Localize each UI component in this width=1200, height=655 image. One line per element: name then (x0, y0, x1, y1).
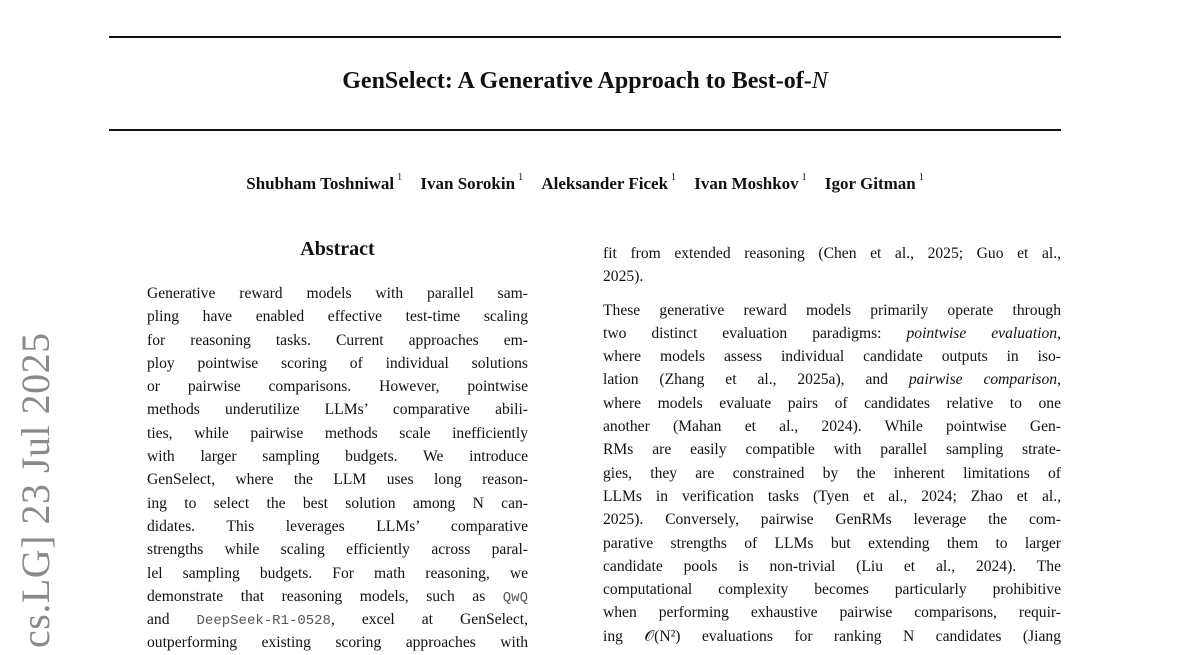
abstract-heading: Abstract (300, 238, 375, 260)
author: Ivan Sorokin $^1$ (420, 172, 524, 193)
arxiv-stamp: cs.LG] 23 Jul 2025 (13, 332, 58, 648)
author-list (0, 174, 1170, 194)
author: Aleksander Ficek $^1$ (541, 172, 677, 193)
abstract-body: Generative reward models with parallel sam- pling have enabled effective test-time scaling for reasoning tasks. Current approaches em- ploy pointwise scoring of individual solutions or pairwise comparisons. However, pointwise methods underutilize LLMs’ comparative abili- ties, while pairwise methods scale inefficiently with larger sampling budgets. We introduce GenSelect, where the LLM uses long reason- ing to select the best solution among N can- didates. This leverages LLMs’ comparative strengths while scaling efficiently across paral- lel sampling budgets. For math reasoning, we demonstrate that reasoning models, such as QwQ and DeepSeek-R1-0528, excel at GenSelect, outperforming existing scoring approaches with (147, 285, 528, 652)
title-rule-bottom (109, 129, 1061, 131)
code-qwq: QwQ (502, 589, 528, 606)
right-column-text: fit from extended reasoning (Chen et al., 2025; Guo et al., 2025). These generative reward models primarily operate through two distinct evaluation paradigms: pointwise evaluation, where models assess individual candidate outputs in iso- lation (Zhang et al., 2025a), and pairwise comparison, where models evaluate pairs of candidates relative to one another (Mahan et al., 2024). While pointwise Gen- RMs are easily compatible with parallel sampling strate- gies, they are constrained by the inherent limitations of LLMs in verification tasks (Tyen et al., 2024; Zhao et al., 2025). Conversely, pairwise GenRMs leverage the com- parative strengths of LLMs but extending them to larger candidate pools is non-trivial (Liu et al., 2024). The computational complexity becomes particularly prohibitive when performing exhaustive pairwise comparisons, requir- ing 𝒪(N²) evaluations for ranking N candidates (Jiang (603, 245, 1062, 645)
title-rule-top (109, 36, 1061, 38)
author: Ivan Moshkov $^1$ (694, 172, 807, 193)
code-deepseek: DeepSeek-R1-0528 (196, 613, 331, 630)
author: Igor Gitman $^1$ (824, 172, 924, 193)
author: Shubham Toshniwal $^1$ (246, 172, 403, 193)
paper-title: GenSelect: A Generative Approach to Best-of-N (342, 68, 828, 94)
